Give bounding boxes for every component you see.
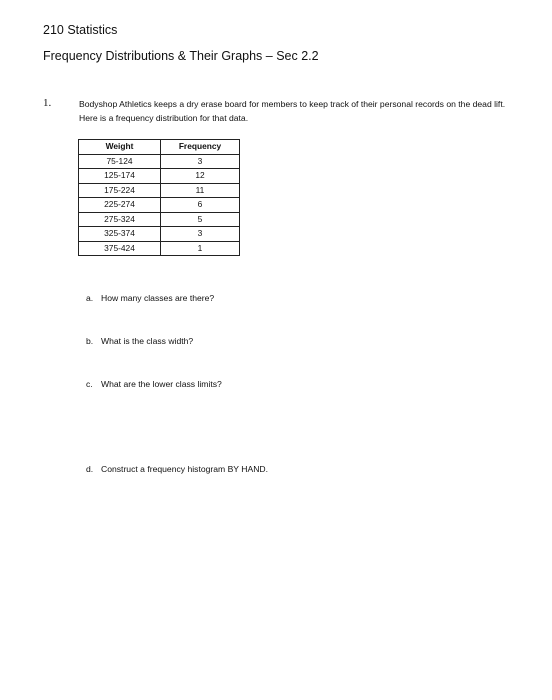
table-row [79,212,240,227]
weight-cell: 225-274 [79,198,161,213]
subquestion-a [86,292,214,304]
frequency-cell: 3 [161,227,240,242]
table-row [79,198,240,213]
weight-cell: 75-124 [79,154,161,169]
weight-cell: 375-424 [79,241,161,256]
subquestion-letter: a. [86,293,94,303]
weight-cell: 325-374 [79,227,161,242]
frequency-cell: 3 [161,154,240,169]
subquestion-b [86,335,193,347]
weight-cell: 175-224 [79,183,161,198]
table-row [79,241,240,256]
subquestion-c [86,378,222,390]
frequency-table [78,139,240,256]
course-title: 210 Statistics [43,23,118,37]
header-frequency: Frequency [161,140,240,155]
weight-cell: 125-174 [79,169,161,184]
subquestion-text: Construct a frequency histogram BY HAND. [101,464,269,474]
table-row [79,154,240,169]
table-row [79,169,240,184]
subquestion-text: What are the lower class limits? [101,379,222,389]
subquestion-letter: d. [86,464,94,474]
table-header-row [79,140,240,155]
subquestion-letter: c. [86,379,93,389]
frequency-cell: 1 [161,241,240,256]
frequency-cell: 11 [161,183,240,198]
weight-cell: 275-324 [79,212,161,227]
subquestion-d [86,463,268,475]
table-row [79,183,240,198]
subquestion-text: How many classes are there? [101,293,215,303]
question-text: Bodyshop Athletics keeps a dry erase board for members to keep track of their personal records on the dead lift. Here is a frequency distribution for that data. [79,99,506,123]
header-weight: Weight [79,140,161,155]
question-number: 1. [43,97,52,109]
frequency-cell: 5 [161,212,240,227]
subquestion-text: What is the class width? [101,336,194,346]
frequency-cell: 6 [161,198,240,213]
section-title: Frequency Distributions & Their Graphs – Sec 2.2 [43,49,319,63]
subquestion-letter: b. [86,336,94,346]
frequency-cell: 12 [161,169,240,184]
table-row [79,227,240,242]
